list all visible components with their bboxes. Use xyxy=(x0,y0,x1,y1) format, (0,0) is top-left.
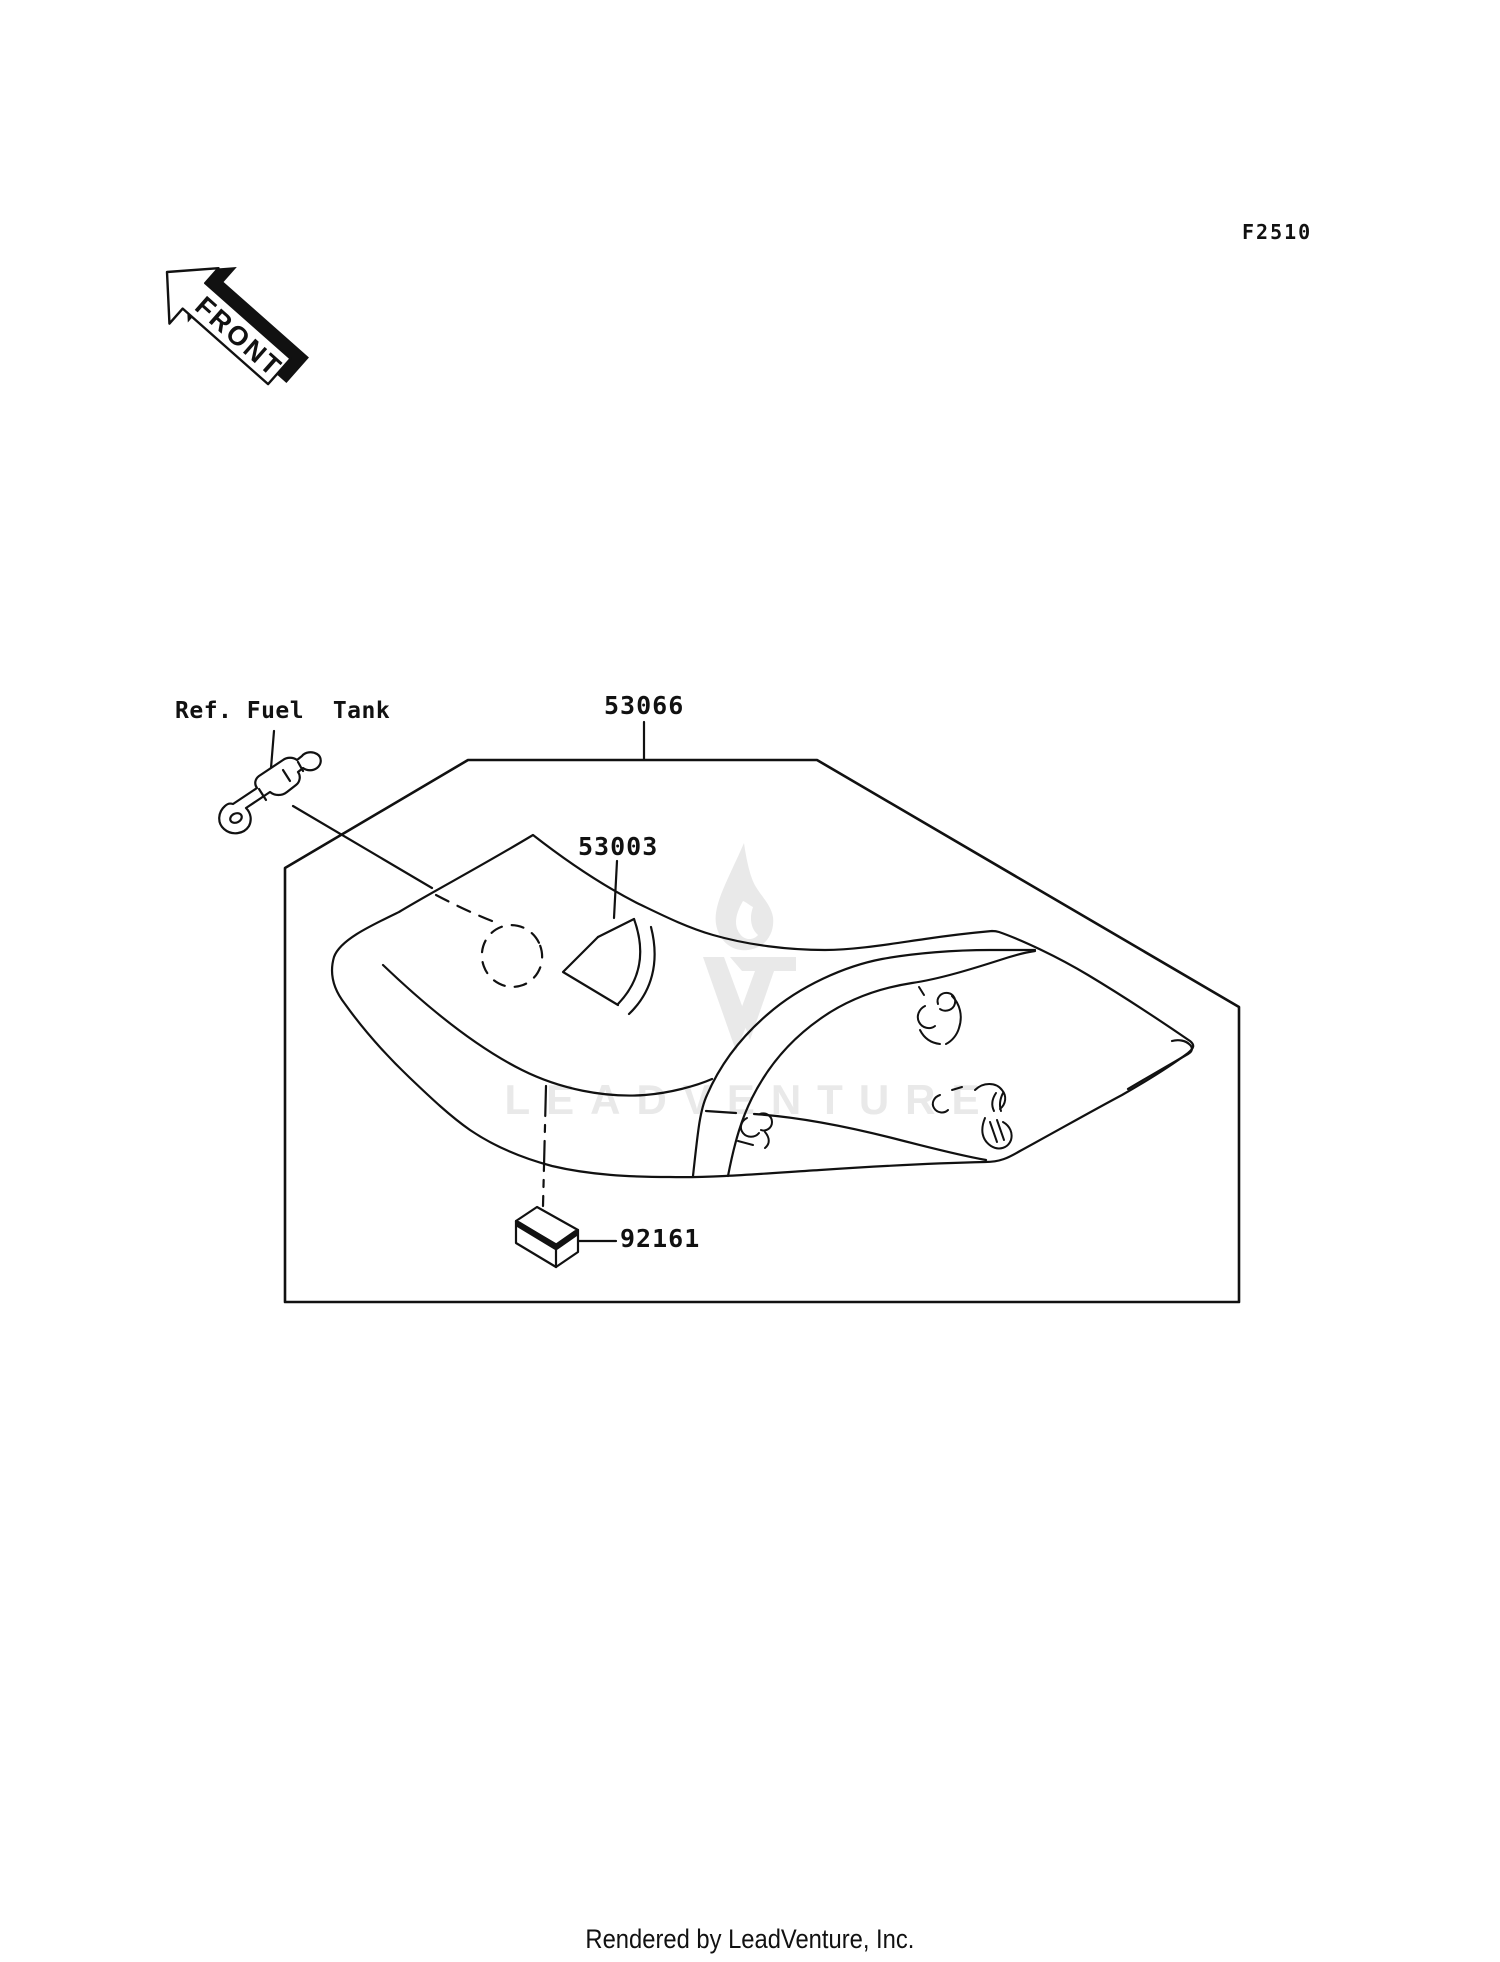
ref-fuel-tank-label: Ref. Fuel Tank xyxy=(175,698,391,724)
front-direction-arrow xyxy=(142,235,322,408)
part-number-92161: 92161 xyxy=(620,1224,701,1253)
part-number-53066: 53066 xyxy=(604,691,685,720)
rear-piping xyxy=(1128,1040,1192,1089)
footer-credit xyxy=(0,1924,1500,1955)
front-arrow-label: FRONT xyxy=(189,290,289,384)
seat-cover-flap xyxy=(563,919,655,1014)
watermark xyxy=(504,843,995,1123)
watermark-text: LEADVENTURE xyxy=(504,1076,996,1123)
damper-block xyxy=(516,1207,578,1267)
leader-lines xyxy=(271,722,644,1241)
assembly-outline-box xyxy=(285,760,1239,1302)
figure-code: F2510 xyxy=(1242,220,1313,244)
seat-outline xyxy=(332,832,1193,1177)
seat-clip-details xyxy=(738,987,1012,1148)
fuel-tank-bracket xyxy=(219,752,321,833)
part-number-53003: 53003 xyxy=(578,832,659,861)
footer-credit-text: Rendered by LeadVenture, Inc. xyxy=(585,1924,915,1954)
hidden-dashed-lines xyxy=(436,895,551,995)
